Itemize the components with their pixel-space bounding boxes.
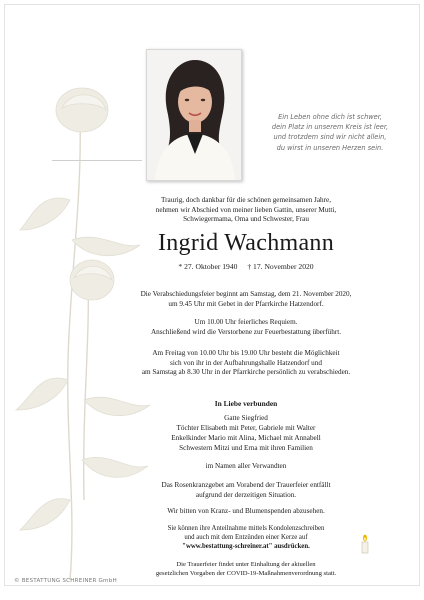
- viewing-line: Am Freitag von 10.00 Uhr bis 19.00 Uhr besteht die Möglichkeit: [152, 349, 340, 357]
- rosary-line: Das Rosenkranzgebet am Vorabend der Trauerfeier entfällt: [161, 481, 331, 489]
- poem: [250, 112, 410, 153]
- family-line: Gatte Siegfried: [224, 414, 268, 422]
- family-line: Schwestern Mitzi und Erna mit ihren Familien: [179, 444, 313, 452]
- birth-date: * 27. Oktober 1940: [178, 262, 238, 271]
- portrait-photo: [146, 49, 242, 181]
- family-title: In Liebe verbunden: [214, 399, 278, 408]
- intro-text: [96, 196, 396, 225]
- requiem-paragraph: [96, 318, 396, 337]
- farewell-line: um 9.45 Uhr mit Gebet in der Pfarrkirche Hatzendorf.: [168, 299, 324, 308]
- covid-notice: [96, 560, 396, 578]
- poem-line: und trotzdem sind wir nicht allein,: [273, 133, 387, 142]
- intro-line: Traurig, doch dankbar für die schönen gemeinsamen Jahre,: [161, 196, 331, 204]
- deceased-name: Ingrid Wachmann: [157, 230, 335, 256]
- viewing-line: sich von ihr in der Aufbahrungshalle Hatzendorf und: [170, 358, 322, 367]
- viewing-line: am Samstag ab 8.30 Uhr in der Pfarrkirche persönlich zu verabschieden.: [141, 368, 351, 377]
- poem-line: Ein Leben ohne dich ist schwer,: [278, 113, 382, 121]
- family-line: Töchter Elisabeth mit Peter, Gabriele mit Walter: [176, 424, 316, 432]
- decorative-line: [52, 160, 142, 161]
- flowers-notice: Wir bitten von Kranz- und Blumenspenden abzusehen.: [167, 507, 325, 515]
- rosary-line: aufgrund der derzeitigen Situation.: [195, 490, 297, 499]
- poem-line: dein Platz in unserem Kreis ist leer,: [271, 123, 389, 132]
- life-dates: [96, 262, 396, 272]
- covid-line: gesetzlichen Vorgaben der COVID-19-Maßnahmenverordnung statt.: [155, 570, 337, 577]
- requiem-line: Um 10.00 Uhr feierliches Requiem.: [194, 318, 298, 326]
- poem-line: du wirst in unseren Herzen sein.: [276, 143, 384, 152]
- family-list: [96, 413, 396, 453]
- condolence-notice: [96, 524, 396, 551]
- rosary-notice: [96, 481, 396, 500]
- condolence-link[interactable]: "www.bestattung-schreiner.at" ausdrücken.: [182, 543, 310, 550]
- covid-line: Die Trauerfeier findet unter Einhaltung der aktuellen: [176, 561, 316, 568]
- condolence-line: Sie können ihre Anteilnahme mittels Kondolenzschreiben: [167, 525, 325, 532]
- candle-icon[interactable]: [360, 534, 370, 554]
- family-line: Enkelkinder Mario mit Alina, Michael mit Annabell: [171, 434, 321, 442]
- intro-line: Schwiegermama, Oma und Schwester, Frau: [183, 215, 309, 224]
- death-date: † 17. November 2020: [247, 262, 314, 271]
- copyright-text: © BESTATTUNG SCHREINER GmbH: [14, 578, 117, 584]
- viewing-paragraph: [96, 349, 396, 378]
- farewell-paragraph: [96, 290, 396, 309]
- relatives-line: im Namen aller Verwandten: [205, 462, 287, 470]
- farewell-line: Die Verabschiedungsfeier beginnt am Samstag, dem 21. November 2020,: [140, 290, 352, 298]
- condolence-line: und auch mit dem Entzünden einer Kerze auf: [184, 534, 308, 541]
- intro-line: nehmen wir Abschied von meiner lieben Gattin, unserer Mutti,: [155, 205, 337, 214]
- requiem-line: Anschließend wird die Verstorbene zur Feuerbestattung überführt.: [150, 327, 342, 336]
